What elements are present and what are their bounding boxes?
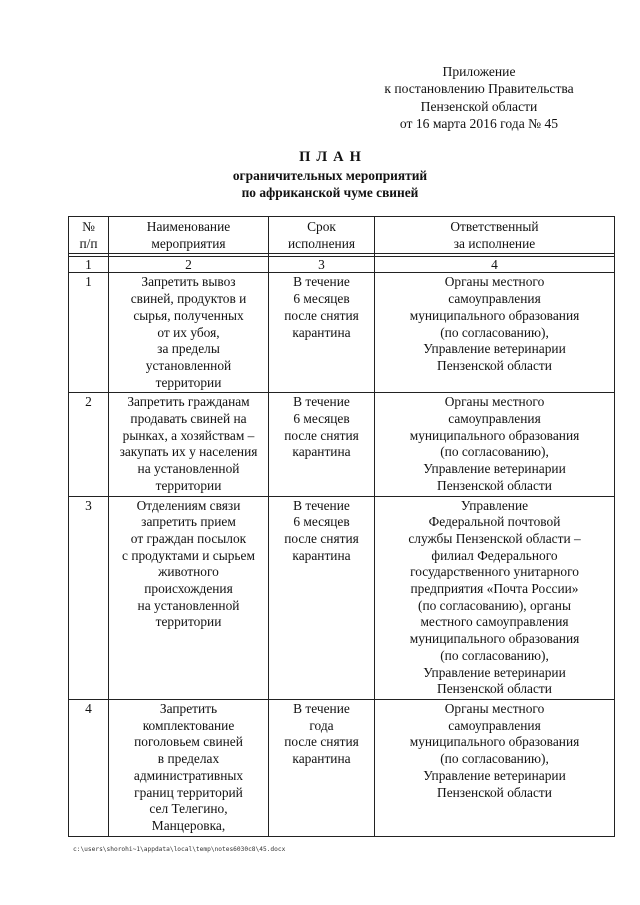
cell-line: Органы местного	[444, 394, 545, 410]
cell-line: Запретить вывоз	[141, 274, 236, 290]
cell-line: Органы местного	[444, 700, 545, 716]
cell-line: самоуправления	[448, 717, 541, 733]
cell-line: Управление ветеринарии	[423, 461, 566, 477]
cell-line: Управление	[460, 497, 529, 513]
table-row	[69, 699, 615, 836]
cell-line: с продуктами и сырьем	[122, 547, 255, 563]
row-number-cell: 3	[69, 496, 109, 699]
cell-line: территории	[155, 477, 222, 493]
table-row	[69, 273, 615, 393]
table-header	[69, 217, 615, 273]
cell-line: рынках, а хозяйствам –	[122, 427, 255, 443]
file-path-footer: c:\users\shorohi~1\appdata\local\temp\notes6030c8\45.docx	[73, 846, 286, 853]
cell-line: на установленной	[137, 597, 240, 613]
cell-line: в пределах	[157, 751, 220, 767]
header-cell-responsible: Ответственный за исполнение	[375, 217, 615, 254]
cell-line: от их убоя,	[157, 324, 220, 340]
cell-line: запретить прием	[141, 514, 236, 530]
row-action-cell	[109, 699, 269, 836]
header-cell-term: Срок исполнения	[269, 217, 375, 254]
cell-line: 6 месяцев	[293, 514, 350, 530]
cell-line: муниципального образования	[409, 427, 580, 443]
cell-line: территории	[155, 374, 222, 390]
cell-line: установленной	[145, 357, 232, 373]
cell-line: муниципального образования	[409, 734, 580, 750]
cell-line: закупать их у населения	[119, 444, 258, 460]
column-number: 3	[269, 257, 375, 273]
cell-line: Управление ветеринарии	[423, 341, 566, 357]
table-body	[69, 273, 615, 836]
cell-line: (по согласованию), органы	[418, 597, 571, 613]
cell-line: карантина	[292, 547, 351, 563]
cell-line: филиал Федерального	[431, 547, 558, 563]
appendix-line: от 16 марта 2016 года № 45	[399, 115, 559, 131]
cell-line: В течение	[293, 274, 350, 290]
cell-line: границ территорий	[134, 784, 243, 800]
cell-line: самоуправления	[448, 291, 541, 307]
cell-line: Отделениям связи	[136, 497, 241, 513]
cell-line: Управление ветеринарии	[423, 664, 566, 680]
cell-line: В течение	[293, 497, 350, 513]
table-row	[69, 496, 615, 699]
plan-subtitle-line: ограничительных мероприятий	[232, 168, 428, 183]
cell-line: (по согласованию),	[440, 751, 549, 767]
appendix-line: Приложение	[442, 64, 516, 79]
row-number-cell: 1	[69, 273, 109, 393]
row-responsible-cell	[375, 496, 615, 699]
row-number-cell: 4	[69, 699, 109, 836]
cell-line: карантина	[292, 444, 351, 460]
cell-line: административных	[133, 767, 244, 783]
cell-line: карантина	[292, 751, 351, 767]
plan-table	[68, 216, 615, 837]
row-responsible-cell	[375, 393, 615, 496]
row-responsible-cell	[375, 273, 615, 393]
cell-line: службы Пензенской области –	[408, 530, 581, 546]
cell-line: комплектование	[142, 717, 235, 733]
appendix-line: Пензенской области	[420, 98, 538, 114]
cell-line: после снятия	[284, 307, 359, 323]
row-term-cell	[269, 699, 375, 836]
plan-heading: ПЛАН	[299, 149, 367, 165]
cell-line: карантина	[292, 324, 351, 340]
cell-line: года	[309, 717, 334, 733]
cell-line: поголовьем свиней	[134, 734, 243, 750]
header-cell-action: Наименование мероприятия	[109, 217, 269, 254]
row-term-cell	[269, 496, 375, 699]
row-action-cell	[109, 393, 269, 496]
cell-line: на установленной	[137, 461, 240, 477]
column-number-row	[69, 257, 615, 273]
cell-line: государственного унитарного	[410, 564, 579, 580]
cell-line: территории	[155, 614, 222, 630]
appendix-block	[370, 63, 588, 132]
cell-line: за пределы	[157, 341, 220, 357]
row-term-cell	[269, 393, 375, 496]
cell-line: после снятия	[284, 427, 359, 443]
cell-line: животного	[158, 564, 219, 580]
cell-line: Пензенской области	[437, 681, 552, 697]
cell-line: Запретить гражданам	[127, 394, 250, 410]
cell-line: сел Телегино,	[149, 801, 228, 817]
cell-line: самоуправления	[448, 411, 541, 427]
cell-line: местного самоуправления	[420, 614, 569, 630]
row-number-cell: 2	[69, 393, 109, 496]
cell-line: от граждан посылок	[130, 530, 247, 546]
appendix-line: к постановлению Правительства	[384, 81, 574, 97]
cell-line: сырья, полученных	[133, 307, 244, 323]
cell-line: В течение	[293, 394, 350, 410]
cell-line: после снятия	[284, 734, 359, 750]
row-term-cell	[269, 273, 375, 393]
cell-line: предприятия «Почта России»	[410, 581, 579, 597]
column-number: 2	[109, 257, 269, 273]
cell-line: (по согласованию),	[440, 647, 549, 663]
table-row	[69, 393, 615, 496]
row-action-cell	[109, 273, 269, 393]
cell-line: свиней, продуктов и	[130, 291, 247, 307]
header-row	[69, 217, 615, 254]
cell-line: (по согласованию),	[440, 324, 549, 340]
row-responsible-cell	[375, 699, 615, 836]
row-action-cell	[109, 496, 269, 699]
cell-line: Пензенской области	[437, 784, 552, 800]
cell-line: муниципального образования	[409, 631, 580, 647]
plan-subtitle-line: по африканской чуме свиней	[241, 185, 419, 200]
column-number: 1	[69, 257, 109, 273]
cell-line: 6 месяцев	[293, 291, 350, 307]
cell-line: Запретить	[159, 700, 218, 716]
cell-line: Манцеровка,	[151, 817, 226, 833]
cell-line: продавать свиней на	[130, 411, 247, 427]
cell-line: происхождения	[144, 581, 233, 597]
cell-line: Пензенской области	[437, 357, 552, 373]
cell-line: после снятия	[284, 530, 359, 546]
cell-line: Управление ветеринарии	[423, 767, 566, 783]
plan-title	[150, 148, 510, 201]
cell-line: (по согласованию),	[440, 444, 549, 460]
cell-line: муниципального образования	[409, 307, 580, 323]
cell-line: В течение	[293, 700, 350, 716]
header-cell-number: № п/п	[69, 217, 109, 254]
cell-line: Федеральной почтовой	[428, 514, 561, 530]
cell-line: 6 месяцев	[293, 411, 350, 427]
column-number: 4	[375, 257, 615, 273]
cell-line: Пензенской области	[437, 477, 552, 493]
cell-line: Органы местного	[444, 274, 545, 290]
